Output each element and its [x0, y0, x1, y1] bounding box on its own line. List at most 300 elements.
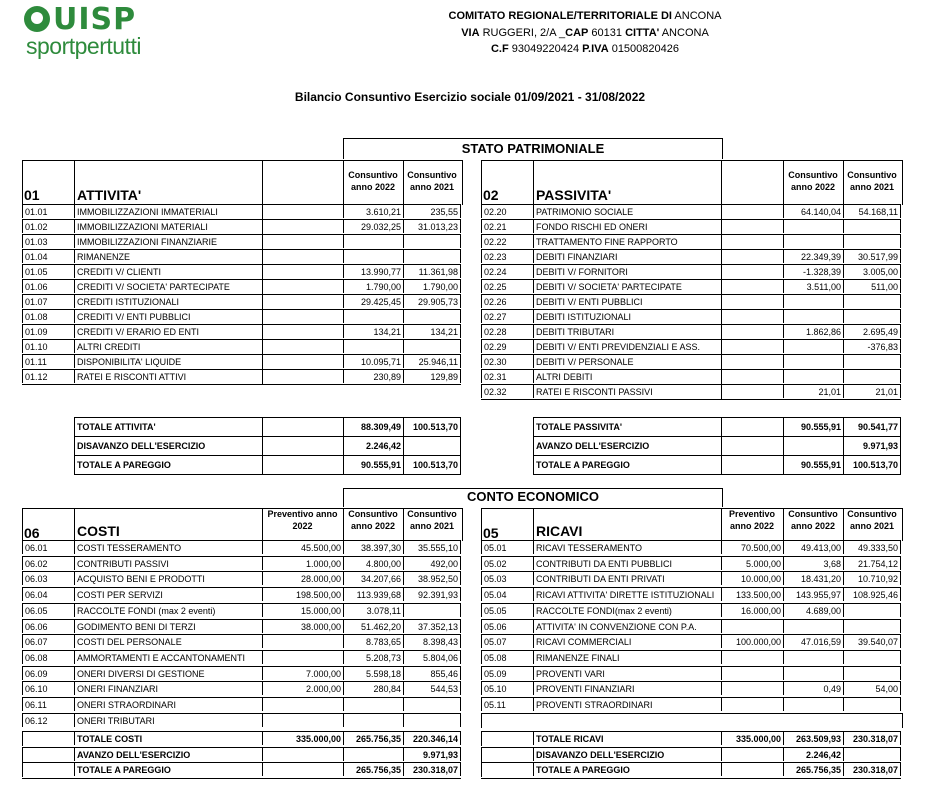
section-title: ATTIVITA'	[77, 187, 142, 203]
passivita-row-v2022	[783, 234, 843, 248]
ricavi-total-preventivo: 335.000,00	[721, 731, 783, 745]
ricavi-total-preventivo	[721, 762, 783, 776]
ricavi-row-preventivo: 133.500,00	[721, 587, 783, 601]
column-header: Preventivo anno 2022	[728, 509, 776, 531]
column-header: Consuntivo anno 2021	[407, 170, 457, 192]
attivita-row-label: CREDITI ISTITUZIONALI	[74, 294, 262, 308]
att-total-label: TOTALE A PAREGGIO	[74, 455, 262, 474]
att-total-v2021	[403, 436, 461, 455]
attivita-row-v2021: 235,55	[403, 204, 461, 218]
attivita-row-label: RATEI E RISCONTI ATTIVI	[74, 369, 262, 383]
col-divider	[74, 160, 75, 204]
section-code: 05	[483, 525, 499, 541]
costi-total-v2021: 9.971,93	[403, 747, 461, 761]
ricavi-row-code: 05.10	[481, 681, 533, 695]
col-divider	[533, 160, 534, 204]
ricavi-row-v2021: 21.754,12	[843, 556, 901, 570]
costi-total-v2022: 265.756,35	[343, 762, 403, 776]
ricavi-row-v2022	[783, 697, 843, 711]
pas-total-blank	[721, 417, 784, 437]
attivita-row-v2022	[343, 339, 403, 353]
passivita-row-v2021	[843, 294, 901, 308]
costi-row-v2022	[343, 697, 403, 711]
attivita-row-v2021: 1.790,00	[403, 279, 461, 293]
attivita-row-label: CREDITI V/ ENTI PUBBLICI	[74, 309, 262, 323]
passivita-row-v2022	[783, 369, 843, 383]
attivita-row-blank	[262, 264, 344, 279]
h2e: CITTA'	[625, 27, 660, 39]
totals-bottom	[22, 778, 461, 779]
costi-row-v2021: 38.952,50	[403, 571, 461, 585]
passivita-row-v2021: 30.517,99	[843, 249, 901, 263]
passivita-row-v2021	[843, 369, 901, 383]
costi-row-code: 06.09	[22, 666, 74, 680]
ricavi-row-v2022: 3,68	[783, 556, 843, 570]
passivita-row-v2022: -1.328,39	[783, 264, 843, 278]
passivita-row-code: 02.22	[481, 234, 533, 248]
att-total-v2021: 100.513,70	[403, 455, 461, 474]
attivita-row-label: RIMANENZE	[74, 249, 262, 263]
ricavi-row-v2022	[783, 619, 843, 633]
attivita-row-v2021	[403, 249, 461, 263]
pas-total-blank	[721, 455, 784, 475]
col-divider	[721, 160, 722, 204]
attivita-row-v2021: 129,89	[403, 369, 461, 383]
passivita-row-code: 02.23	[481, 249, 533, 263]
totals-bottom	[481, 778, 901, 779]
attivita-row-v2022	[343, 234, 403, 248]
costi-row-preventivo: 2.000,00	[262, 681, 343, 695]
passivita-row-v2021	[843, 354, 901, 368]
costi-row-v2022: 8.783,65	[343, 634, 403, 648]
ricavi-row-label: PROVENTI FINANZIARI	[533, 681, 721, 695]
pas-total-v2021: 100.513,70	[843, 455, 901, 474]
ricavi-row-v2021: 39.540,07	[843, 634, 901, 648]
ricavi-row-v2021	[843, 603, 901, 617]
passivita-row-label: DEBITI V/ ENTI PUBBLICI	[533, 294, 721, 308]
pas-total-v2022: 90.555,91	[783, 455, 843, 474]
costi-row-preventivo	[262, 634, 343, 648]
ricavi-row-label: PROVENTI STRAORDINARI	[533, 697, 721, 711]
attivita-row-v2022	[343, 309, 403, 323]
costi-row-v2021	[403, 603, 461, 617]
passivita-row-blank	[721, 279, 784, 294]
costi-total-label: TOTALE A PAREGGIO	[74, 762, 262, 776]
attivita-row-code: 01.04	[22, 249, 74, 263]
attivita-row-blank	[262, 339, 344, 354]
passivita-row-blank	[721, 369, 784, 384]
passivita-row-code: 02.30	[481, 354, 533, 368]
col-divider	[262, 160, 263, 204]
attivita-row-v2022: 29.032,25	[343, 219, 403, 233]
costi-row-v2022: 5.598,18	[343, 666, 403, 680]
passivita-row-label: DEBITI FINANZIARI	[533, 249, 721, 263]
table-bottom	[481, 399, 901, 400]
costi-row-v2021	[403, 713, 461, 727]
costi-row-v2021: 855,46	[403, 666, 461, 680]
passivita-row-v2021	[843, 234, 901, 248]
ricavi-row-code: 05.11	[481, 697, 533, 711]
passivita-row-code: 02.27	[481, 309, 533, 323]
ricavi-row-v2021	[843, 666, 901, 680]
ball-icon	[24, 6, 50, 32]
column-header: Consuntivo anno 2021	[847, 509, 897, 531]
passivita-row-blank	[721, 204, 784, 219]
costi-row-label: CONTRIBUTI PASSIVI	[74, 556, 262, 570]
ricavi-total-code	[481, 762, 534, 777]
costi-row-label: RACCOLTE FONDI (max 2 eventi)	[74, 603, 262, 617]
ricavi-row-preventivo	[721, 681, 783, 695]
column-header: Consuntivo anno 2021	[847, 170, 897, 192]
attivita-row-label: IMMOBILIZZAZIONI MATERIALI	[74, 219, 262, 233]
ricavi-row-v2022: 47.016,59	[783, 634, 843, 648]
ricavi-row-preventivo	[721, 697, 783, 711]
passivita-row-v2022: 3.511,00	[783, 279, 843, 293]
costi-row-label: ONERI STRAORDINARI	[74, 697, 262, 711]
costi-row-preventivo: 198.500,00	[262, 587, 343, 601]
costi-row-label: ONERI DIVERSI DI GESTIONE	[74, 666, 262, 680]
costi-row-v2022: 113.939,68	[343, 587, 403, 601]
pas-total-label: TOTALE PASSIVITA'	[533, 417, 721, 436]
costi-row-v2021: 35.555,10	[403, 540, 461, 554]
costi-total-preventivo	[262, 747, 343, 761]
costi-total-v2021: 220.346,14	[403, 731, 461, 745]
h3d: 01500820426	[608, 43, 679, 55]
costi-row-code: 06.06	[22, 619, 74, 633]
pas-total-label: TOTALE A PAREGGIO	[533, 455, 721, 474]
ricavi-row-label: CONTRIBUTI DA ENTI PUBBLICI	[533, 556, 721, 570]
passivita-row-label: PATRIMONIO SOCIALE	[533, 204, 721, 218]
totals-bottom	[74, 474, 461, 475]
header-committee: COMITATO REGIONALE/TERRITORIALE DI	[448, 10, 672, 22]
attivita-row-label: CREDITI V/ CLIENTI	[74, 264, 262, 278]
section-code: 06	[24, 525, 40, 541]
ricavi-row-label: RICAVI ATTIVITA' DIRETTE ISTITUZIONALI	[533, 587, 721, 601]
ricavi-row-label: PROVENTI VARI	[533, 666, 721, 680]
costi-row-v2021: 92.391,93	[403, 587, 461, 601]
ricavi-row-v2021: 10.710,92	[843, 571, 901, 585]
costi-row-label: COSTI PER SERVIZI	[74, 587, 262, 601]
costi-row-preventivo: 15.000,00	[262, 603, 343, 617]
ricavi-total-label: TOTALE RICAVI	[533, 731, 721, 745]
attivita-row-label: DISPONIBILITA' LIQUIDE	[74, 354, 262, 368]
ricavi-total-v2021: 230.318,07	[843, 731, 901, 745]
attivita-row-code: 01.06	[22, 279, 74, 293]
costi-row-preventivo: 1.000,00	[262, 556, 343, 570]
attivita-row-blank	[262, 369, 344, 384]
attivita-row-v2021: 31.013,23	[403, 219, 461, 233]
attivita-row-label: CREDITI V/ ERARIO ED ENTI	[74, 324, 262, 338]
h3a: C.F	[490, 43, 509, 55]
column-header: Consuntivo anno 2022	[788, 170, 838, 192]
h3c: P.IVA	[582, 43, 609, 55]
passivita-row-label: FONDO RISCHI ED ONERI	[533, 219, 721, 233]
attivita-row-v2021: 25.946,11	[403, 354, 461, 368]
att-total-blank	[262, 455, 344, 475]
ricavi-row-v2022: 0,49	[783, 681, 843, 695]
attivita-row-v2022	[343, 249, 403, 263]
passivita-row-label: DEBITI V/ SOCIETA' PARTECIPATE	[533, 279, 721, 293]
stato-patrimoniale-header: STATO PATRIMONIALE	[343, 138, 723, 159]
passivita-row-v2021: 2.695,49	[843, 324, 901, 338]
attivita-row-code: 01.05	[22, 264, 74, 278]
ricavi-row-preventivo	[721, 650, 783, 664]
header-city: ANCONA	[671, 10, 722, 22]
ricavi-row-code: 05.09	[481, 666, 533, 680]
ricavi-empty-row	[481, 713, 903, 728]
costi-row-preventivo: 45.500,00	[262, 540, 343, 554]
attivita-row-code: 01.02	[22, 219, 74, 233]
ricavi-total-v2022: 2.246,42	[783, 747, 843, 761]
ricavi-row-code: 05.04	[481, 587, 533, 601]
attivita-row-code: 01.07	[22, 294, 74, 308]
passivita-row-label: RATEI E RISCONTI PASSIVI	[533, 384, 721, 398]
passivita-row-blank	[721, 249, 784, 264]
att-total-v2022: 88.309,49	[343, 417, 403, 436]
passivita-row-blank	[721, 324, 784, 339]
costi-total-preventivo: 335.000,00	[262, 731, 343, 745]
costi-row-v2022: 34.207,66	[343, 571, 403, 585]
ricavi-row-v2021	[843, 697, 901, 711]
section-code: 02	[483, 187, 499, 203]
attivita-row-blank	[262, 309, 344, 324]
ricavi-row-preventivo: 5.000,00	[721, 556, 783, 570]
attivita-row-blank	[262, 324, 344, 339]
att-total-label: TOTALE ATTIVITA'	[74, 417, 262, 436]
att-total-v2022: 90.555,91	[343, 455, 403, 474]
passivita-row-label: ALTRI DEBITI	[533, 369, 721, 383]
ricavi-row-v2022: 143.955,97	[783, 587, 843, 601]
costi-row-code: 06.12	[22, 713, 74, 727]
costi-row-v2021: 37.352,13	[403, 619, 461, 633]
column-header: Consuntivo anno 2022	[348, 170, 398, 192]
costi-total-label: TOTALE COSTI	[74, 731, 262, 745]
logo-tagline: sportpertutti	[26, 33, 141, 59]
attivita-row-v2022: 3.610,21	[343, 204, 403, 218]
ricavi-row-v2021: 54,00	[843, 681, 901, 695]
section-title: RICAVI	[536, 523, 583, 539]
h2d: 60131	[588, 27, 626, 39]
att-total-label: DISAVANZO DELL'ESERCIZIO	[74, 436, 262, 455]
ricavi-row-v2021	[843, 650, 901, 664]
logo-brand: UISP	[53, 2, 137, 37]
ricavi-total-preventivo	[721, 747, 783, 761]
passivita-row-v2022: 64.140,04	[783, 204, 843, 218]
ricavi-total-v2021	[843, 747, 901, 761]
att-total-blank	[262, 436, 344, 456]
header-line-3	[380, 43, 790, 55]
attivita-row-code: 01.09	[22, 324, 74, 338]
column-header: Preventivo anno 2022	[267, 509, 338, 531]
attivita-row-blank	[262, 204, 344, 219]
h2f: ANCONA	[659, 27, 709, 39]
costi-total-preventivo	[262, 762, 343, 776]
costi-row-v2021: 5.804,06	[403, 650, 461, 664]
attivita-row-blank	[262, 354, 344, 369]
costi-row-code: 06.02	[22, 556, 74, 570]
attivita-row-label: IMMOBILIZZAZIONI FINANZIARIE	[74, 234, 262, 248]
attivita-row-v2022: 13.990,77	[343, 264, 403, 278]
costi-row-label: ONERI TRIBUTARI	[74, 713, 262, 727]
passivita-row-label: DEBITI ISTITUZIONALI	[533, 309, 721, 323]
pas-total-v2021: 90.541,77	[843, 417, 901, 436]
ricavi-row-preventivo	[721, 666, 783, 680]
costi-row-v2022: 280,84	[343, 681, 403, 695]
pas-total-v2022: 90.555,91	[783, 417, 843, 436]
passivita-row-blank	[721, 294, 784, 309]
costi-row-code: 06.11	[22, 697, 74, 711]
attivita-row-blank	[262, 294, 344, 309]
col-divider	[533, 508, 534, 540]
conto-economico-header: CONTO ECONOMICO	[343, 488, 723, 507]
column-header: Consuntivo anno 2022	[788, 509, 838, 531]
attivita-row-code: 01.11	[22, 354, 74, 368]
passivita-row-blank	[721, 384, 784, 399]
attivita-row-v2022: 230,89	[343, 369, 403, 383]
h2b: RUGGERI, 2/A _	[479, 27, 566, 39]
costi-row-label: ONERI FINANZIARI	[74, 681, 262, 695]
passivita-row-blank	[721, 234, 784, 249]
pas-total-label: AVANZO DELL'ESERCIZIO	[533, 436, 721, 455]
passivita-row-v2022	[783, 309, 843, 323]
costi-row-code: 06.04	[22, 587, 74, 601]
attivita-row-v2022: 1.790,00	[343, 279, 403, 293]
header-line-1	[380, 10, 790, 22]
passivita-row-v2021: -376,83	[843, 339, 901, 353]
passivita-row-v2022	[783, 339, 843, 353]
costi-row-preventivo: 38.000,00	[262, 619, 343, 633]
totals-bottom	[533, 474, 901, 475]
passivita-row-label: TRATTAMENTO FINE RAPPORTO	[533, 234, 721, 248]
attivita-row-v2021: 11.361,98	[403, 264, 461, 278]
att-total-blank	[262, 417, 344, 437]
costi-row-v2022	[343, 713, 403, 727]
ricavi-total-label: TOTALE A PAREGGIO	[533, 762, 721, 776]
ricavi-row-v2022: 18.431,20	[783, 571, 843, 585]
ricavi-row-preventivo: 100.000,00	[721, 634, 783, 648]
ricavi-row-preventivo	[721, 619, 783, 633]
section-title: PASSIVITA'	[536, 187, 612, 203]
passivita-row-v2022	[783, 354, 843, 368]
passivita-row-blank	[721, 219, 784, 234]
costi-total-v2022: 265.756,35	[343, 731, 403, 745]
costi-row-preventivo	[262, 713, 343, 727]
column-header: Consuntivo anno 2021	[407, 509, 457, 531]
attivita-row-code: 01.10	[22, 339, 74, 353]
attivita-row-v2022: 10.095,71	[343, 354, 403, 368]
attivita-row-code: 01.12	[22, 369, 74, 383]
column-header: Consuntivo anno 2022	[348, 509, 398, 531]
passivita-row-label: DEBITI TRIBUTARI	[533, 324, 721, 338]
passivita-row-code: 02.25	[481, 279, 533, 293]
passivita-row-blank	[721, 309, 784, 324]
costi-row-label: AMMORTAMENTI E ACCANTONAMENTI	[74, 650, 262, 664]
costi-row-v2022: 51.462,20	[343, 619, 403, 633]
costi-total-code	[22, 747, 75, 762]
col-divider	[74, 508, 75, 540]
passivita-row-code: 02.29	[481, 339, 533, 353]
attivita-row-code: 01.08	[22, 309, 74, 323]
costi-row-preventivo	[262, 650, 343, 664]
attivita-row-blank	[262, 249, 344, 264]
h2c: CAP	[565, 27, 589, 39]
attivita-row-blank	[262, 279, 344, 294]
costi-row-v2022: 3.078,11	[343, 603, 403, 617]
costi-row-label: COSTI DEL PERSONALE	[74, 634, 262, 648]
ricavi-total-v2022: 265.756,35	[783, 762, 843, 776]
ricavi-row-v2021	[843, 619, 901, 633]
attivita-row-v2022: 29.425,45	[343, 294, 403, 308]
passivita-row-v2021: 54.168,11	[843, 204, 901, 218]
passivita-row-label: DEBITI V/ ENTI PREVIDENZIALI E ASS.	[533, 339, 721, 353]
passivita-row-v2022: 1.862,86	[783, 324, 843, 338]
pas-total-blank	[721, 436, 784, 456]
passivita-row-v2021: 511,00	[843, 279, 901, 293]
passivita-row-v2021: 3.005,00	[843, 264, 901, 278]
uisp-logo	[24, 2, 136, 37]
costi-total-v2021: 230.318,07	[403, 762, 461, 776]
ricavi-row-preventivo: 10.000,00	[721, 571, 783, 585]
passivita-row-label: DEBITI V/ PERSONALE	[533, 354, 721, 368]
costi-row-code: 06.05	[22, 603, 74, 617]
costi-total-v2022	[343, 747, 403, 761]
passivita-row-v2022: 21,01	[783, 384, 843, 398]
attivita-row-v2021: 29.905,73	[403, 294, 461, 308]
att-total-v2022: 2.246,42	[343, 436, 403, 455]
section-code: 01	[24, 187, 40, 203]
attivita-row-v2021	[403, 309, 461, 323]
passivita-row-code: 02.28	[481, 324, 533, 338]
attivita-row-label: CREDITI V/ SOCIETA' PARTECIPATE	[74, 279, 262, 293]
costi-row-label: GODIMENTO BENI DI TERZI	[74, 619, 262, 633]
costi-row-preventivo	[262, 697, 343, 711]
passivita-row-v2022: 22.349,39	[783, 249, 843, 263]
attivita-row-blank	[262, 234, 344, 249]
attivita-row-v2021: 134,21	[403, 324, 461, 338]
costi-row-label: COSTI TESSERAMENTO	[74, 540, 262, 554]
ricavi-row-label: RACCOLTE FONDI(max 2 eventi)	[533, 603, 721, 617]
passivita-row-blank	[721, 354, 784, 369]
costi-row-code: 06.01	[22, 540, 74, 554]
costi-total-code	[22, 731, 75, 746]
ricavi-row-v2021: 49.333,50	[843, 540, 901, 554]
costi-row-v2022: 38.397,30	[343, 540, 403, 554]
costi-row-v2021: 492,00	[403, 556, 461, 570]
passivita-row-code: 02.26	[481, 294, 533, 308]
costi-row-v2021: 8.398,43	[403, 634, 461, 648]
ricavi-row-label: ATTIVITA' IN CONVENZIONE CON P.A.	[533, 619, 721, 633]
costi-row-preventivo: 28.000,00	[262, 571, 343, 585]
attivita-row-v2021	[403, 234, 461, 248]
passivita-row-code: 02.32	[481, 384, 533, 398]
costi-row-v2021: 544,53	[403, 681, 461, 695]
ricavi-row-code: 05.07	[481, 634, 533, 648]
attivita-row-blank	[262, 219, 344, 234]
h2a: VIA	[461, 27, 480, 39]
ricavi-row-code: 05.06	[481, 619, 533, 633]
passivita-row-blank	[721, 339, 784, 354]
costi-total-code	[22, 762, 75, 777]
passivita-row-label: DEBITI V/ FORNITORI	[533, 264, 721, 278]
passivita-row-code: 02.20	[481, 204, 533, 218]
ricavi-row-preventivo: 16.000,00	[721, 603, 783, 617]
ricavi-row-v2022	[783, 666, 843, 680]
passivita-row-blank	[721, 264, 784, 279]
costi-row-code: 06.10	[22, 681, 74, 695]
costi-total-label: AVANZO DELL'ESERCIZIO	[74, 747, 262, 761]
passivita-row-v2022	[783, 219, 843, 233]
passivita-row-code: 02.24	[481, 264, 533, 278]
